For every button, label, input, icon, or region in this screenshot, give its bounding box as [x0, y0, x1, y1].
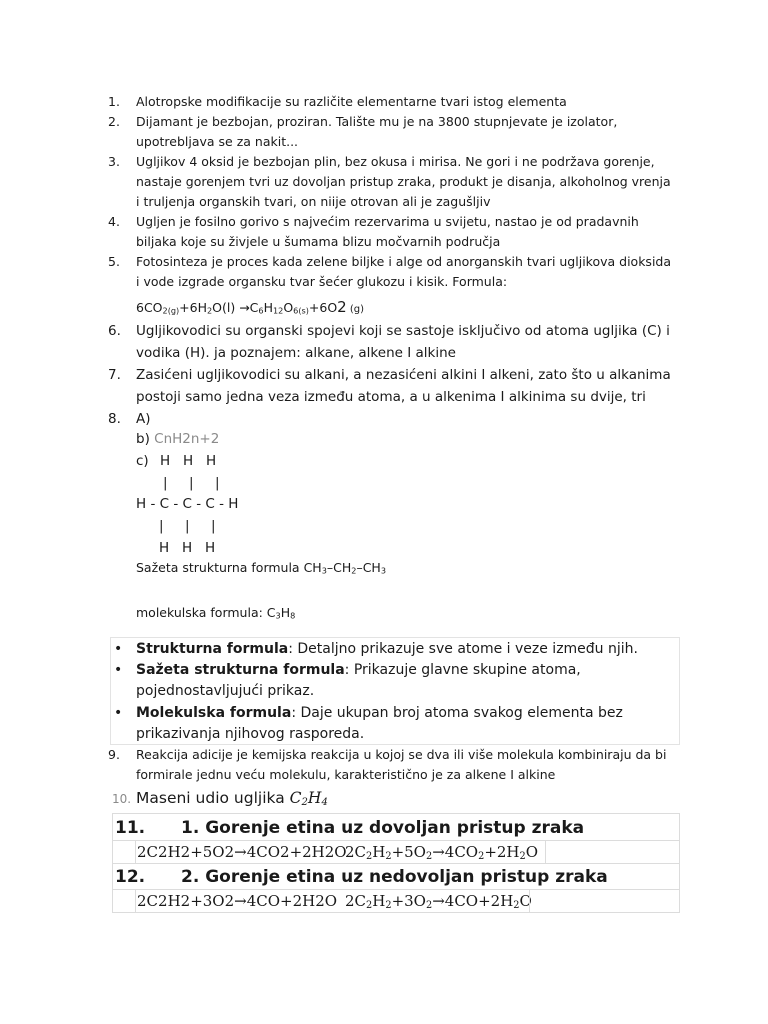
definition-condensed: Sažeta strukturna formula: Prikazuje glavne skupine atoma, pojednostavljujući prikaz. — [136, 662, 581, 699]
item-number: 5. — [108, 254, 120, 269]
general-formula: CnH2n+2 — [154, 431, 220, 447]
combustion-table — [112, 813, 680, 913]
equation-plain: 2C2H2+5O2→4CO2+2H2O — [137, 843, 347, 861]
bullet-1: • — [114, 641, 123, 657]
item-8b: b) CnH2n+2 — [136, 431, 220, 447]
item-number: 7. — [108, 367, 121, 383]
item-number: 4. — [108, 214, 120, 229]
row-number: 11. — [115, 818, 146, 838]
item-10-number: 10. — [112, 792, 132, 806]
item-text: Reakcija adicije je kemijska reakcija u kojoj se dva ili više molekula kombiniraju da bi formirale jednu veću molekulu, karakteristično je za alkene I alkine — [136, 747, 667, 782]
item-number: 3. — [108, 154, 120, 169]
item-text: A) — [136, 411, 151, 427]
item-text: Ugljikovodici su organski spojevi koji se sastoje isključivo od atoma ugljika (C) i vodika (H). ja poznajem: alkane, alkene I alkine — [136, 323, 670, 361]
item-text: Zasićeni ugljikovodici su alkani, a nezasićeni alkini I alkeni, zato što u alkanima postoji samo jedna veza između atoma, a u alkenima I alkinima su dvije, tri — [136, 367, 671, 405]
row-number: 12. — [115, 867, 146, 887]
table-row-11-header — [113, 815, 679, 841]
item-text: Fotosinteza je proces kada zelene biljke i alge od anorganskih tvari ugljikova dioksida i vode izgrade organsku tvar šećer glukozu i kisik. Formula: — [136, 254, 672, 289]
equation-formatted: $2C_2H_2+3O_2\to 4CO+2H_2O$ — [345, 892, 532, 911]
equation-plain: 2C2H2+3O2→4CO+2H2O — [137, 892, 338, 910]
equation-formatted: $2C_2H_2+5O_2\to 4CO_2+2H_2O$ — [345, 843, 539, 862]
structure-line-1: H H H — [160, 453, 217, 469]
structure-line-2: | | | — [163, 475, 220, 491]
table-row-11-equation — [113, 841, 679, 863]
item-text: Dijamant je bezbojan, proziran. Talište mu je na 3800 stupnjevate je izolator, upotrebljava se za nakit... — [136, 114, 618, 149]
row-heading: 1. Gorenje etina uz dovoljan pristup zraka — [181, 818, 585, 838]
table-row-12-equation — [113, 890, 679, 912]
definition-structural: Strukturna formula: Detaljno prikazuje sve atome i veze između njih. — [136, 641, 638, 657]
row-heading: 2. Gorenje etina uz nedovoljan pristup zraka — [181, 867, 608, 887]
structure-line-3: H - C - C - C - H — [136, 496, 239, 512]
structure-line-4: | | | — [159, 518, 216, 534]
bullet-2: • — [114, 662, 123, 678]
item-text: Alotropske modifikacije su različite elementarne tvari istog elementa — [136, 94, 567, 109]
photosynthesis-formula: $6CO_{2(g)}+6H_2O(l) \to C_6H_{12}O_{6(s)}+6O2$ (g) — [136, 298, 365, 316]
item-8c-label: c) — [136, 453, 149, 469]
table-row-12-header — [113, 864, 679, 890]
structure-line-5: H H H — [159, 540, 216, 556]
item-number: 6. — [108, 323, 121, 339]
item-number: 1. — [108, 94, 120, 109]
item-text: Ugljen je fosilno gorivo s najvećim rezervarima u svijetu, nastao je od pradavnih biljaka koje su živjele u šumama blizu močvarnih područja — [136, 214, 639, 249]
item-text: Ugljikov 4 oksid je bezbojan plin, bez okusa i mirisa. Ne gori i ne podržava gorenje, nastaje gorenjem tvri uz dovoljan pristup zraka, produkt je disanja, alkoholnog vrenja i truljenja organskih tvari, on niije otrovan ali je zagušljiv — [136, 154, 671, 209]
item-10-text: Maseni udio ugljika $C_2H_4$ — [136, 789, 328, 808]
item-number: 9. — [108, 747, 120, 762]
item-number: 2. — [108, 114, 120, 129]
molecular-formula: molekulska formula: $C_3H_8$ — [136, 605, 296, 621]
bullet-3: • — [114, 705, 123, 721]
definition-molecular: Molekulska formula: Daje ukupan broj atoma svakog elementa bez prikazivanja njihovog rasporeda. — [136, 705, 623, 742]
condensed-formula: Sažeta strukturna formula $CH_3-CH_2-CH_3$ — [136, 560, 386, 576]
item-number: 8. — [108, 411, 121, 427]
